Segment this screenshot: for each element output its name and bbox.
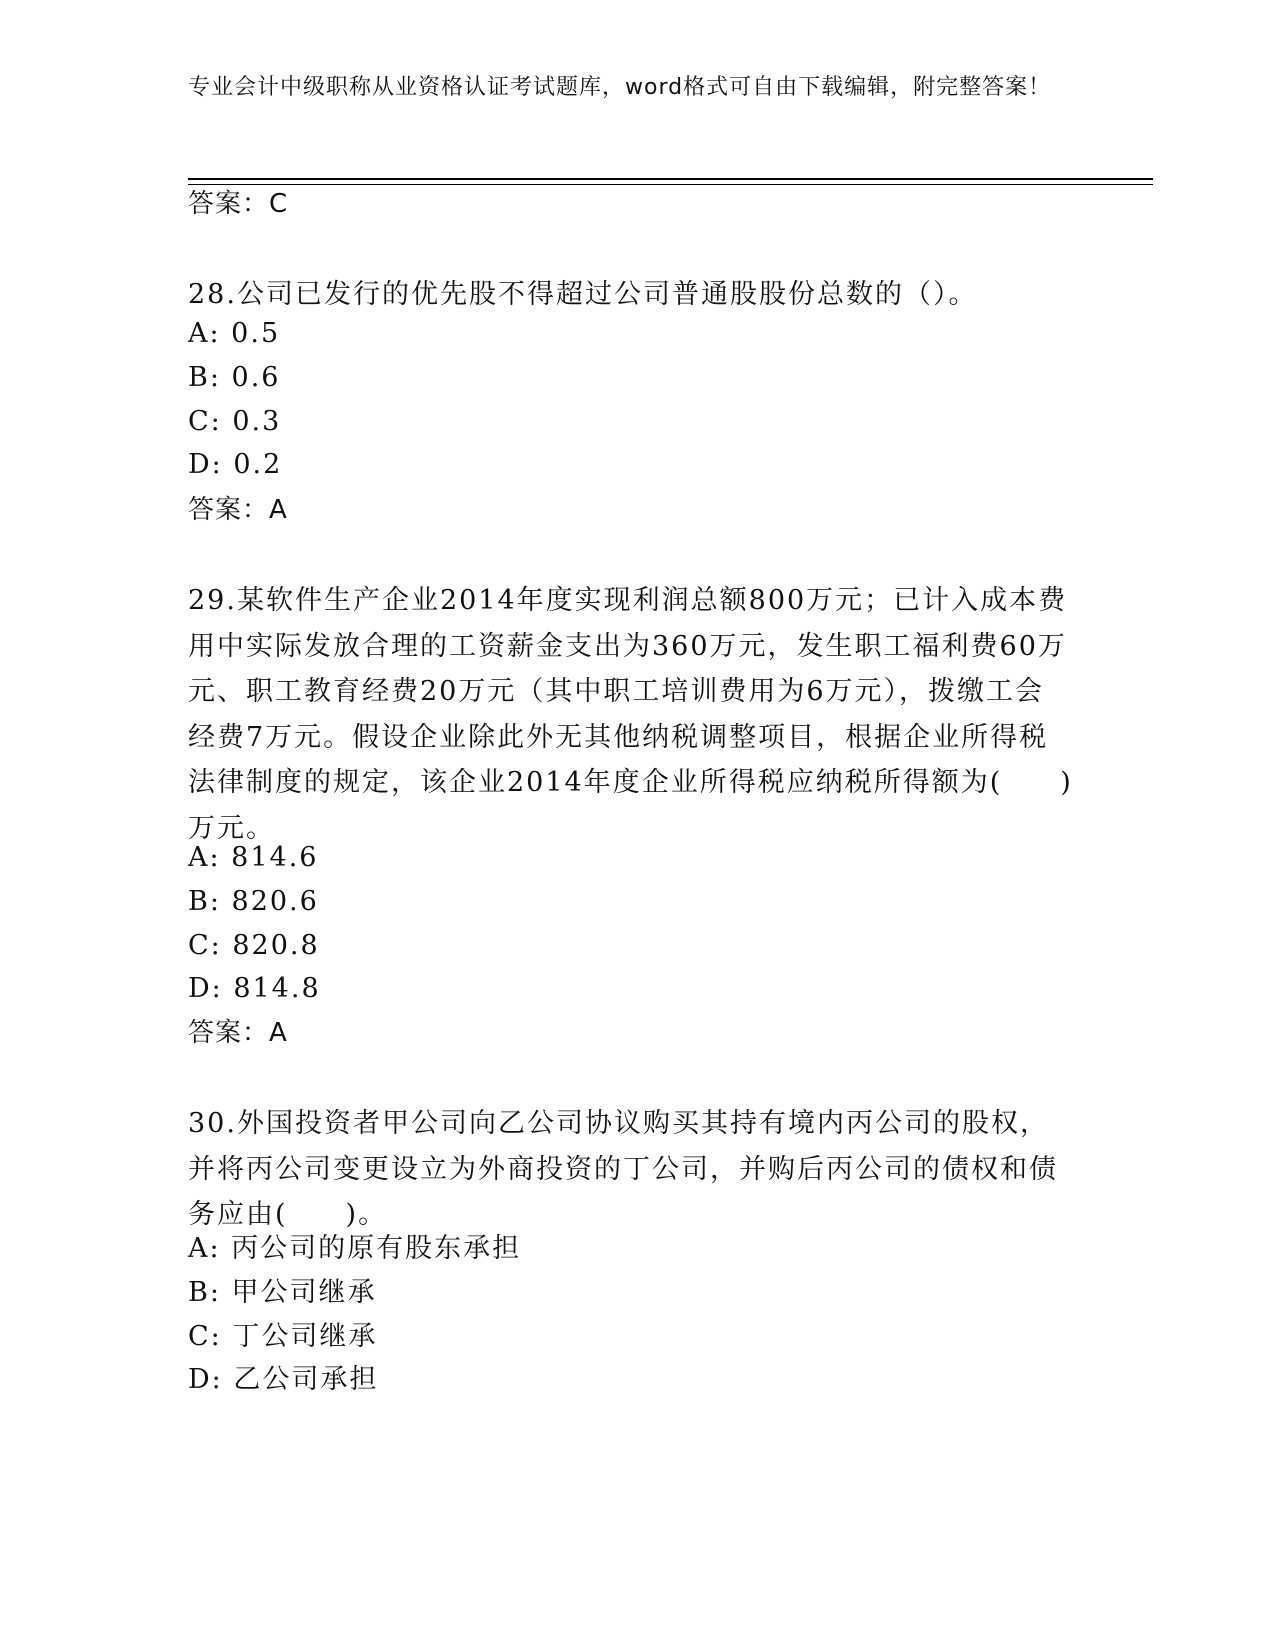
header-divider-thin <box>188 184 1153 185</box>
question-28-option-c: C: 0.3 <box>188 406 282 437</box>
question-29-option-d: D: 814.8 <box>188 973 321 1004</box>
question-30-option-a: A: 丙公司的原有股东承担 <box>188 1233 522 1264</box>
question-30-stem: 30.外国投资者甲公司向乙公司协议购买其持有境内丙公司的股权，并将丙公司变更设立为外商投资的丁公司，并购后丙公司的债权和债务应由( )。 <box>188 1108 1058 1230</box>
document-header: 专业会计中级职称从业资格认证考试题库，word格式可自由下载编辑，附完整答案！ <box>188 75 1052 100</box>
answer-27: 答案：C <box>188 189 289 219</box>
question-29-option-c: C: 820.8 <box>188 930 320 961</box>
question-30-option-c: C: 丁公司继承 <box>188 1321 378 1352</box>
question-29-option-b: B: 820.6 <box>188 886 319 917</box>
header-divider-thick <box>188 178 1153 180</box>
answer-28: 答案：A <box>188 495 288 525</box>
answer-29: 答案：A <box>188 1018 288 1048</box>
question-29-option-a: A: 814.6 <box>188 842 319 873</box>
question-30-option-b: B: 甲公司继承 <box>188 1277 377 1308</box>
question-29-stem: 29.某软件生产企业2014年度实现利润总额800万元；已计入成本费用中实际发放合理的工资薪金支出为360万元，发生职工福利费60万元、职工教育经费20万元（其中职工培训费用为6万元），拨缴工会经费7万元。假设企业除此外无其他纳税调整项目，根据企业所得税法律制度的规定，该企业2014年度企业所得税应纳税所得额为( )万元。 <box>188 585 1073 844</box>
question-30-option-d: D: 乙公司承担 <box>188 1364 379 1395</box>
question-28-option-d: D: 0.2 <box>188 449 283 480</box>
question-28-option-b: B: 0.6 <box>188 362 281 393</box>
question-28-option-a: A: 0.5 <box>188 318 281 349</box>
question-28-stem: 28.公司已发行的优先股不得超过公司普通股股份总数的（）。 <box>188 279 978 310</box>
